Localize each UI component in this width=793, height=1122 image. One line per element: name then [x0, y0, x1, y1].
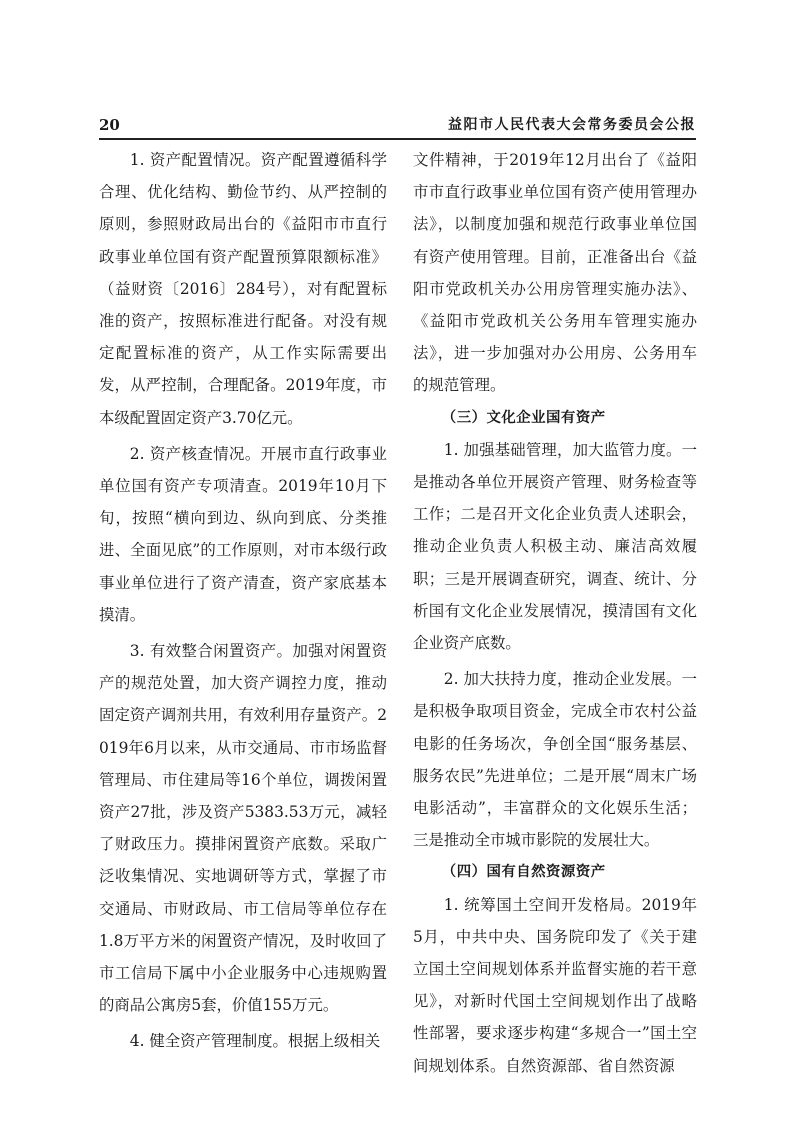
journal-title: 益阳市人民代表大会常务委员会公报 [448, 117, 696, 133]
paragraph-land-space: 1. 统筹国土空间开发格局。2019年5月，中共中央、国务院印发了《关于建立国土空间规划体系并监督实施的若干意见》，对新时代国土空间规划作出了战略性部署，要求逐步构建“多规合一”国土空间规划体系。自然资源部、省自然资源 [413, 895, 697, 1075]
page-number: 20 [99, 116, 120, 134]
paragraph-continuation: 文件精神，于2019年12月出台了《益阳市市直行政事业单位国有资产使用管理办法》，以制度加强和规范行政事业单位国有资产使用管理。目前，正准备出台《益阳市党政机关办公用房管理实施办法》、《益阳市党政机关公务用车管理实施办法》，进一步加强对办公用房、公务用车的规范管理。 [413, 151, 697, 395]
left-column [99, 144, 387, 1058]
paragraph-asset-verification: 2. 资产核查情况。开展市直行政事业单位国有资产专项清查。2019年10月下旬，按照“横向到边、纵向到底、分类推进、全面见底”的工作原则，对市本级行政事业单位进行了资产清查，资产家底基本摸清。 [99, 444, 387, 624]
section-heading-culture: （三）文化企业国有资产 [441, 409, 606, 426]
paragraph-idle-assets: 3. 有效整合闲置资产。加强对闲置资产的规范处置，加大资产调控力度，推动固定资产调剂共用，有效利用存量资产。2019年6月以来，从市交通局、市市场监督管理局、市住建局等16个单位，调拨闲置资产27批，涉及资产5383.53万元，减轻了财政压力。摸排闲置资产底数。采取广泛收集情况、实地调研等方式，掌握了市交通局、市财政局、市工信局等单位存在1.8万平方米的闲置资产情况，及时收回了市工信局下属中小企业服务中心违规购置的商品公寓房5套，价值155万元。 [99, 642, 387, 1015]
paragraph-culture-basic-management: 1. 加强基础管理，加大监管力度。一是推动各单位开展资产管理、财务检查等工作；二是召开文化企业负责人述职会，推动企业负责人积极主动、廉洁高效履职；三是开展调查研究，调查、统计、分析国有文化企业发展情况，摸清国有文化企业资产底数。 [413, 440, 697, 653]
right-column [413, 144, 697, 1082]
paragraph-management-system: 4. 健全资产管理制度。根据上级相关 [129, 1032, 381, 1051]
paragraph-asset-allocation: 1. 资产配置情况。资产配置遵循科学合理、优化结构、勤俭节约、从严控制的原则，参照财政局出台的《益阳市市直行政事业单位国有资产配置预算限额标准》（益财资〔2016〕284号），对有配置标准的资产，按照标准进行配备。对没有规定配置标准的资产，从工作实际需要出发，从严控制，合理配备。2019年度，市本级配置固定资产3.70亿元。 [99, 151, 387, 427]
section-heading-natural-resources: （四）国有自然资源资产 [441, 864, 606, 881]
header-rule [99, 138, 696, 140]
paragraph-culture-support: 2. 加大扶持力度，推动企业发展。一是积极争取项目资金，完成全市农村公益电影的任务场次，争创全国“服务基层、服务农民”先进单位；二是开展“周末广场电影活动”，丰富群众的文化娱乐生活；三是推动全市城市影院的发展壮大。 [413, 670, 697, 850]
page-header [99, 115, 696, 137]
